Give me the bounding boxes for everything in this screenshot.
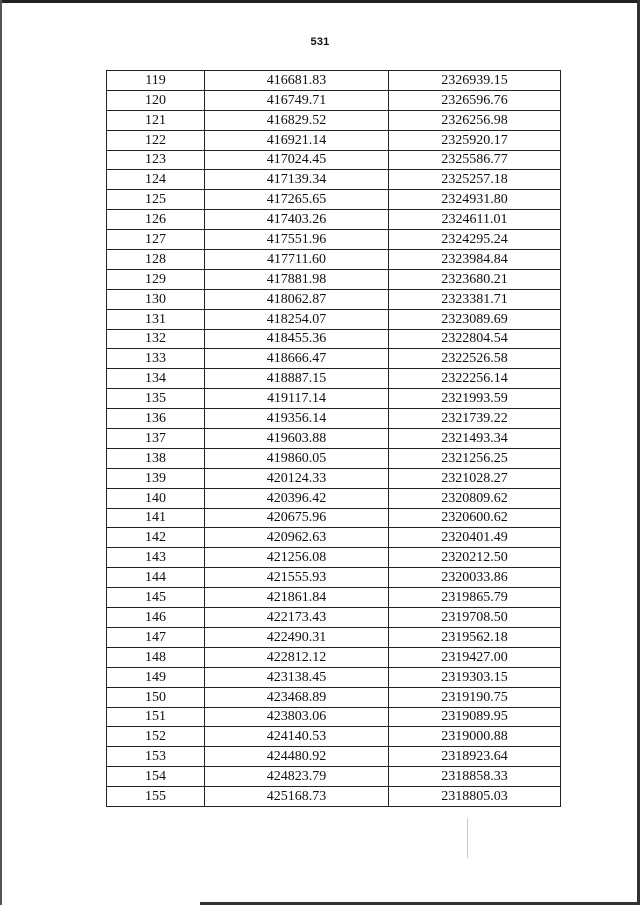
- table-row: [107, 349, 561, 369]
- point-number-cell: 135: [107, 389, 205, 409]
- table-row: [107, 488, 561, 508]
- table-row: [107, 687, 561, 707]
- point-number-cell: 120: [107, 90, 205, 110]
- point-number-cell: 137: [107, 429, 205, 449]
- table-row: [107, 130, 561, 150]
- x-coordinate-cell: 420962.63: [205, 528, 389, 548]
- y-coordinate-cell: 2320033.86: [389, 568, 561, 588]
- table-row: [107, 190, 561, 210]
- point-number-cell: 125: [107, 190, 205, 210]
- x-coordinate-cell: 423138.45: [205, 667, 389, 687]
- y-coordinate-cell: 2319562.18: [389, 627, 561, 647]
- table-row: [107, 309, 561, 329]
- x-coordinate-cell: 419117.14: [205, 389, 389, 409]
- y-coordinate-cell: 2320600.62: [389, 508, 561, 528]
- x-coordinate-cell: 419356.14: [205, 409, 389, 429]
- y-coordinate-cell: 2318923.64: [389, 747, 561, 767]
- table-row: [107, 150, 561, 170]
- table-row: [107, 727, 561, 747]
- x-coordinate-cell: 422812.12: [205, 647, 389, 667]
- x-coordinate-cell: 417139.34: [205, 170, 389, 190]
- point-number-cell: 132: [107, 329, 205, 349]
- table-row: [107, 250, 561, 270]
- table-row: [107, 627, 561, 647]
- y-coordinate-cell: 2323089.69: [389, 309, 561, 329]
- coordinates-table: [106, 70, 561, 807]
- table-row: [107, 667, 561, 687]
- table-row: [107, 608, 561, 628]
- y-coordinate-cell: 2320401.49: [389, 528, 561, 548]
- table-row: [107, 210, 561, 230]
- x-coordinate-cell: 424823.79: [205, 767, 389, 787]
- table-row: [107, 568, 561, 588]
- point-number-cell: 129: [107, 269, 205, 289]
- point-number-cell: 142: [107, 528, 205, 548]
- table-row: [107, 269, 561, 289]
- x-coordinate-cell: 418666.47: [205, 349, 389, 369]
- y-coordinate-cell: 2322804.54: [389, 329, 561, 349]
- y-coordinate-cell: 2323680.21: [389, 269, 561, 289]
- point-number-cell: 146: [107, 608, 205, 628]
- table-row: [107, 429, 561, 449]
- table-row: [107, 230, 561, 250]
- x-coordinate-cell: 423803.06: [205, 707, 389, 727]
- y-coordinate-cell: 2321028.27: [389, 468, 561, 488]
- table-row: [107, 389, 561, 409]
- point-number-cell: 153: [107, 747, 205, 767]
- y-coordinate-cell: 2319865.79: [389, 588, 561, 608]
- x-coordinate-cell: 421861.84: [205, 588, 389, 608]
- table-row: [107, 588, 561, 608]
- point-number-cell: 141: [107, 508, 205, 528]
- x-coordinate-cell: 423468.89: [205, 687, 389, 707]
- y-coordinate-cell: 2320212.50: [389, 548, 561, 568]
- scan-edge-left: [0, 0, 2, 905]
- x-coordinate-cell: 419860.05: [205, 448, 389, 468]
- point-number-cell: 147: [107, 627, 205, 647]
- point-number-cell: 148: [107, 647, 205, 667]
- table-row: [107, 448, 561, 468]
- x-coordinate-cell: 419603.88: [205, 429, 389, 449]
- x-coordinate-cell: 422490.31: [205, 627, 389, 647]
- point-number-cell: 140: [107, 488, 205, 508]
- x-coordinate-cell: 424140.53: [205, 727, 389, 747]
- x-coordinate-cell: 418455.36: [205, 329, 389, 349]
- point-number-cell: 136: [107, 409, 205, 429]
- table-row: [107, 170, 561, 190]
- point-number-cell: 144: [107, 568, 205, 588]
- point-number-cell: 119: [107, 71, 205, 91]
- table-row: [107, 767, 561, 787]
- point-number-cell: 149: [107, 667, 205, 687]
- y-coordinate-cell: 2321993.59: [389, 389, 561, 409]
- x-coordinate-cell: 424480.92: [205, 747, 389, 767]
- point-number-cell: 127: [107, 230, 205, 250]
- x-coordinate-cell: 416921.14: [205, 130, 389, 150]
- x-coordinate-cell: 417551.96: [205, 230, 389, 250]
- point-number-cell: 152: [107, 727, 205, 747]
- x-coordinate-cell: 418062.87: [205, 289, 389, 309]
- table-row: [107, 468, 561, 488]
- y-coordinate-cell: 2319708.50: [389, 608, 561, 628]
- x-coordinate-cell: 416681.83: [205, 71, 389, 91]
- x-coordinate-cell: 417881.98: [205, 269, 389, 289]
- x-coordinate-cell: 425168.73: [205, 787, 389, 807]
- x-coordinate-cell: 417403.26: [205, 210, 389, 230]
- y-coordinate-cell: 2319089.95: [389, 707, 561, 727]
- table-row: [107, 787, 561, 807]
- point-number-cell: 145: [107, 588, 205, 608]
- y-coordinate-cell: 2323984.84: [389, 250, 561, 270]
- y-coordinate-cell: 2325257.18: [389, 170, 561, 190]
- y-coordinate-cell: 2321739.22: [389, 409, 561, 429]
- page-number: 531: [310, 36, 330, 48]
- scan-edge-top: [0, 0, 640, 3]
- x-coordinate-cell: 416829.52: [205, 110, 389, 130]
- y-coordinate-cell: 2324295.24: [389, 230, 561, 250]
- point-number-cell: 128: [107, 250, 205, 270]
- table-row: [107, 647, 561, 667]
- x-coordinate-cell: 416749.71: [205, 90, 389, 110]
- table-row: [107, 409, 561, 429]
- table-row: [107, 90, 561, 110]
- point-number-cell: 124: [107, 170, 205, 190]
- point-number-cell: 155: [107, 787, 205, 807]
- point-number-cell: 121: [107, 110, 205, 130]
- table-row: [107, 71, 561, 91]
- x-coordinate-cell: 420675.96: [205, 508, 389, 528]
- y-coordinate-cell: 2321493.34: [389, 429, 561, 449]
- table-row: [107, 528, 561, 548]
- y-coordinate-cell: 2319303.15: [389, 667, 561, 687]
- point-number-cell: 138: [107, 448, 205, 468]
- table-row: [107, 548, 561, 568]
- x-coordinate-cell: 418254.07: [205, 309, 389, 329]
- x-coordinate-cell: 420124.33: [205, 468, 389, 488]
- table-row: [107, 707, 561, 727]
- table-row: [107, 289, 561, 309]
- point-number-cell: 151: [107, 707, 205, 727]
- y-coordinate-cell: 2323381.71: [389, 289, 561, 309]
- x-coordinate-cell: 417265.65: [205, 190, 389, 210]
- table-row: [107, 329, 561, 349]
- point-number-cell: 122: [107, 130, 205, 150]
- point-number-cell: 131: [107, 309, 205, 329]
- y-coordinate-cell: 2324931.80: [389, 190, 561, 210]
- y-coordinate-cell: 2318805.03: [389, 787, 561, 807]
- scan-speck: [467, 818, 468, 858]
- table-row: [107, 110, 561, 130]
- point-number-cell: 150: [107, 687, 205, 707]
- point-number-cell: 139: [107, 468, 205, 488]
- y-coordinate-cell: 2321256.25: [389, 448, 561, 468]
- point-number-cell: 143: [107, 548, 205, 568]
- y-coordinate-cell: 2319000.88: [389, 727, 561, 747]
- x-coordinate-cell: 417711.60: [205, 250, 389, 270]
- x-coordinate-cell: 417024.45: [205, 150, 389, 170]
- y-coordinate-cell: 2319427.00: [389, 647, 561, 667]
- table-row: [107, 369, 561, 389]
- y-coordinate-cell: 2326256.98: [389, 110, 561, 130]
- y-coordinate-cell: 2325586.77: [389, 150, 561, 170]
- x-coordinate-cell: 418887.15: [205, 369, 389, 389]
- y-coordinate-cell: 2322256.14: [389, 369, 561, 389]
- y-coordinate-cell: 2319190.75: [389, 687, 561, 707]
- y-coordinate-cell: 2320809.62: [389, 488, 561, 508]
- coordinates-table-body: [107, 71, 561, 807]
- x-coordinate-cell: 421256.08: [205, 548, 389, 568]
- table-row: [107, 508, 561, 528]
- y-coordinate-cell: 2318858.33: [389, 767, 561, 787]
- x-coordinate-cell: 421555.93: [205, 568, 389, 588]
- y-coordinate-cell: 2326939.15: [389, 71, 561, 91]
- y-coordinate-cell: 2324611.01: [389, 210, 561, 230]
- table-row: [107, 747, 561, 767]
- point-number-cell: 126: [107, 210, 205, 230]
- point-number-cell: 123: [107, 150, 205, 170]
- x-coordinate-cell: 420396.42: [205, 488, 389, 508]
- point-number-cell: 130: [107, 289, 205, 309]
- point-number-cell: 154: [107, 767, 205, 787]
- point-number-cell: 134: [107, 369, 205, 389]
- point-number-cell: 133: [107, 349, 205, 369]
- x-coordinate-cell: 422173.43: [205, 608, 389, 628]
- y-coordinate-cell: 2325920.17: [389, 130, 561, 150]
- y-coordinate-cell: 2326596.76: [389, 90, 561, 110]
- y-coordinate-cell: 2322526.58: [389, 349, 561, 369]
